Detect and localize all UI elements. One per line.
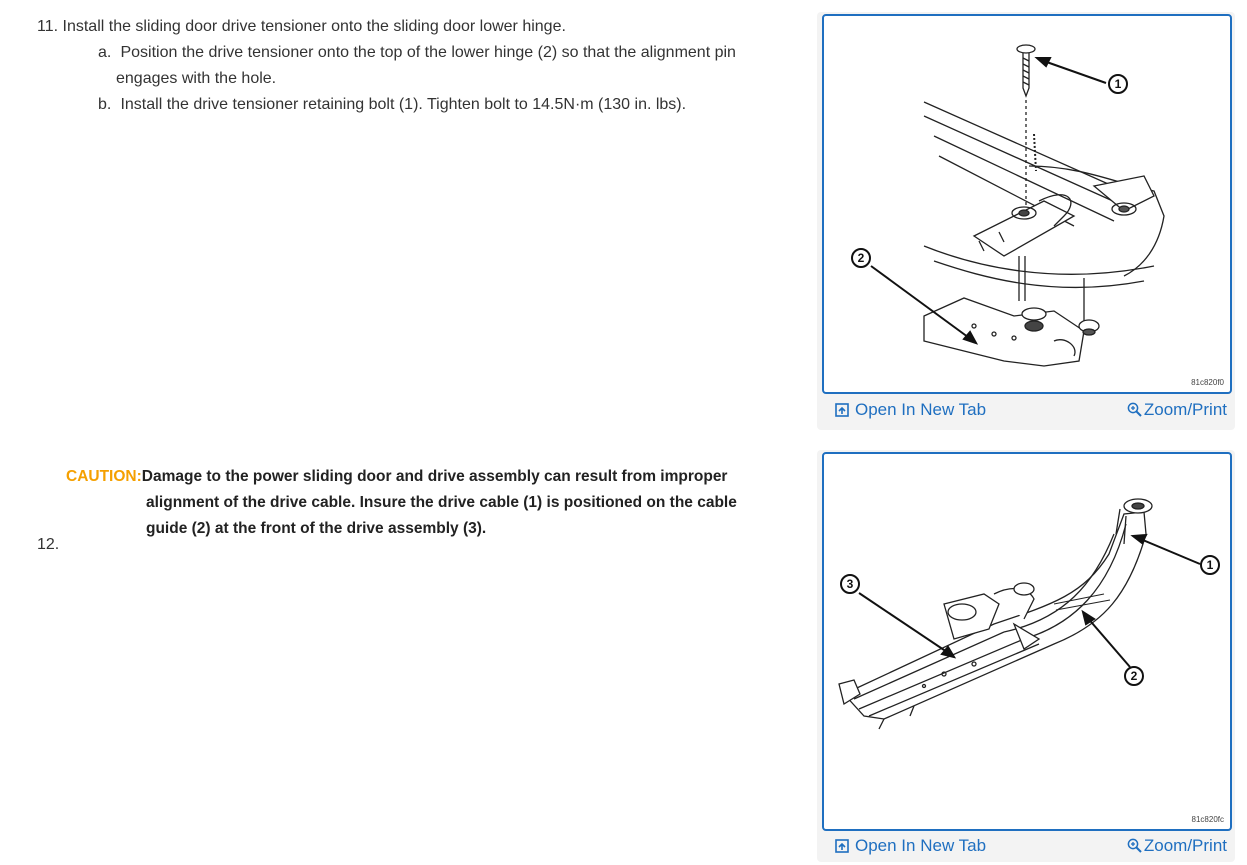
- zoom-icon: [1127, 402, 1142, 417]
- step-11a: [98, 40, 810, 92]
- figure-1-callout-1: 1: [1114, 77, 1122, 91]
- figure-2-drawing: [824, 454, 1230, 829]
- caution-line2: alignment of the drive cable. Insure the drive cable (1) is positioned on the cable: [146, 494, 737, 511]
- figure-1-open-label: Open In New Tab: [855, 400, 987, 419]
- figure-2-image: [822, 452, 1232, 831]
- caution-label: CAUTION:: [66, 468, 142, 485]
- open-new-tab-icon: [835, 403, 849, 417]
- figure-1: [817, 12, 1235, 430]
- step-11b-text: Install the drive tensioner retaining bolt (1). Tighten bolt to 14.5N·m (130 in. lbs).: [120, 96, 687, 113]
- caution-note: [66, 464, 786, 542]
- figure-2-open-new-tab-link[interactable]: [835, 836, 986, 856]
- figure-2-callout-3: 3: [846, 577, 854, 591]
- figure-1-zoom-print-link[interactable]: [1127, 400, 1227, 420]
- figure-2: [817, 450, 1235, 862]
- figure-2-zoom-label: Zoom/Print: [1143, 836, 1227, 855]
- figure-1-open-new-tab-link[interactable]: [835, 400, 986, 420]
- step-11b: [98, 92, 810, 118]
- step-11-text: 11. Install the sliding door drive tensioner onto the sliding door lower hinge.: [37, 18, 566, 35]
- step-11b-label: b.: [98, 96, 112, 113]
- figure-2-code: 81c820fc: [1191, 815, 1224, 824]
- step-11a-line2: engages with the hole.: [116, 70, 277, 87]
- caution-line3: guide (2) at the front of the drive assembly (3).: [146, 520, 487, 537]
- step-11a-line1: Position the drive tensioner onto the top of the lower hinge (2) so that the alignment pin: [120, 44, 736, 61]
- figure-2-callout-2: 2: [1130, 669, 1138, 683]
- figure-1-drawing: [824, 16, 1230, 392]
- figure-2-callout-1: 1: [1206, 558, 1214, 572]
- figure-1-image: [822, 14, 1232, 394]
- step-11a-label: a.: [98, 44, 112, 61]
- caution-line1: Damage to the power sliding door and drive assembly can result from improper: [141, 468, 728, 485]
- figure-1-zoom-label: Zoom/Print: [1143, 400, 1227, 419]
- figure-1-toolbar: [817, 394, 1235, 424]
- figure-1-callout-2: 2: [857, 251, 865, 265]
- figure-1-code: 81c820f0: [1191, 378, 1224, 387]
- zoom-icon: [1127, 838, 1142, 853]
- figure-2-toolbar: [817, 830, 1235, 860]
- figure-2-open-label: Open In New Tab: [855, 836, 987, 855]
- step-12-number: 12.: [37, 536, 60, 553]
- figure-2-zoom-print-link[interactable]: [1127, 836, 1227, 856]
- open-new-tab-icon: [835, 839, 849, 853]
